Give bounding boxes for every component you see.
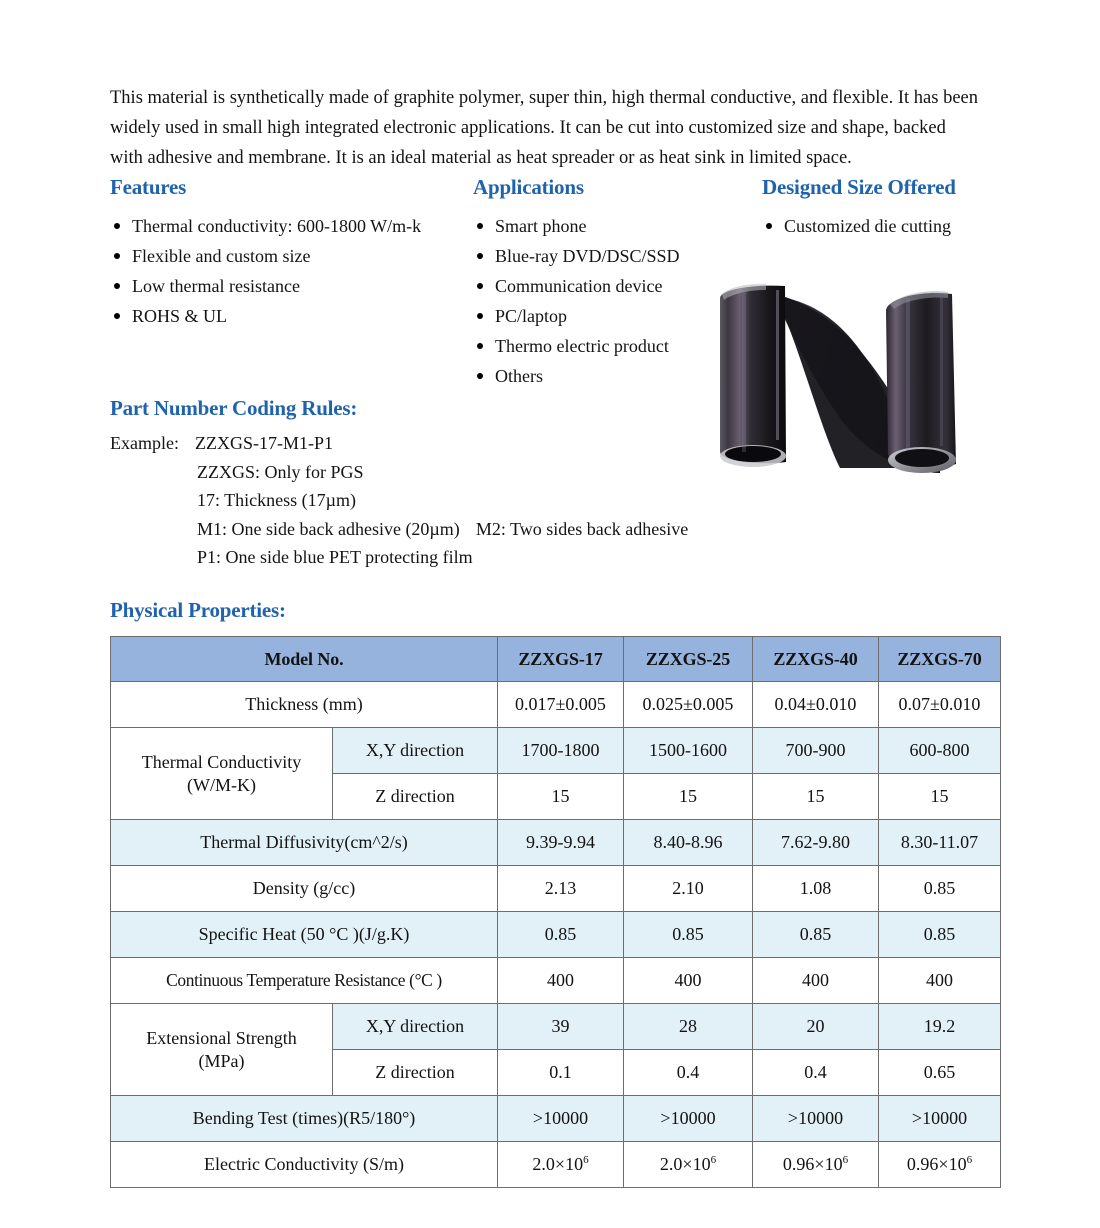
- coding-rules-line-1: [110, 486, 790, 515]
- cell-tc-z-1: 15: [624, 774, 753, 820]
- cell-sh-0: 0.85: [498, 912, 624, 958]
- table-header-model-1: ZZXGS-25: [624, 637, 753, 682]
- coding-rules-line-2-text: P1: One side blue PET protecting film: [197, 547, 473, 567]
- table-header-model-no: Model No.: [111, 637, 498, 682]
- sublabel-thermal-conductivity-z: Z direction: [333, 774, 498, 820]
- cell-ec-2-mantissa: 0.96×10: [782, 1154, 843, 1175]
- sublabel-extensional-strength-xy: X,Y direction: [333, 1004, 498, 1050]
- list-item: [110, 211, 470, 241]
- coding-rules-heading: Part Number Coding Rules:: [110, 396, 358, 420]
- physical-properties-table: [110, 636, 1001, 1188]
- row-label-thermal-conductivity-line2: (W/M-K): [187, 774, 256, 795]
- row-label-electric-conductivity: Electric Conductivity (S/m): [111, 1142, 498, 1188]
- table-row: [111, 1096, 1001, 1142]
- cell-density-0: 2.13: [498, 866, 624, 912]
- row-label-bending-test: Bending Test (times)(R5/180°): [111, 1096, 498, 1142]
- cell-density-3: 0.85: [879, 866, 1001, 912]
- row-label-thickness: Thickness (mm): [111, 682, 498, 728]
- row-label-specific-heat: Specific Heat (50 °C )(J/g.K): [111, 912, 498, 958]
- cell-ec-0: [498, 1142, 624, 1188]
- applications-item-0: Smart phone: [495, 216, 587, 236]
- coding-rules-adhesive-m1: M1: One side back adhesive (20µm): [197, 518, 460, 539]
- coding-rules-adhesive-m2: M2: Two sides back adhesive: [475, 518, 689, 539]
- cell-tc-z-3: 15: [879, 774, 1001, 820]
- bullet-icon: [477, 343, 483, 349]
- table-row: [111, 728, 1001, 774]
- cell-ec-1-exponent: 6: [710, 1154, 717, 1167]
- table-header-model-2: ZZXGS-40: [753, 637, 879, 682]
- sublabel-thermal-conductivity-xy: X,Y direction: [333, 728, 498, 774]
- cell-es-z-3: 0.65: [879, 1050, 1001, 1096]
- bullet-icon: [114, 283, 120, 289]
- cell-tc-xy-2: 700-900: [753, 728, 879, 774]
- bullet-icon: [766, 223, 772, 229]
- features-section: [110, 175, 470, 331]
- coding-rules-adhesive-line: [110, 515, 790, 544]
- cell-tc-xy-3: 600-800: [879, 728, 1001, 774]
- applications-item-5: Others: [495, 366, 543, 386]
- cell-ct-0: 400: [498, 958, 624, 1004]
- designed-size-heading: Designed Size Offered: [762, 175, 956, 199]
- table-row: [111, 958, 1001, 1004]
- table-row: [111, 1142, 1001, 1188]
- cell-ec-3: [879, 1142, 1001, 1188]
- cell-es-xy-2: 20: [753, 1004, 879, 1050]
- cell-td-2: 7.62-9.80: [753, 820, 879, 866]
- features-item-2: Low thermal resistance: [132, 276, 300, 296]
- sublabel-extensional-strength-z: Z direction: [333, 1050, 498, 1096]
- cell-ec-0-exponent: 6: [583, 1154, 589, 1167]
- cell-thickness-3: 0.07±0.010: [879, 682, 1001, 728]
- applications-item-1: Blue-ray DVD/DSC/SSD: [495, 246, 680, 266]
- row-label-extensional-strength-line1: Extensional Strength: [146, 1028, 297, 1048]
- applications-heading: Applications: [473, 175, 584, 199]
- cell-es-xy-0: 39: [498, 1004, 624, 1050]
- cell-sh-3: 0.85: [879, 912, 1001, 958]
- cell-ct-2: 400: [753, 958, 879, 1004]
- list-item: [110, 271, 470, 301]
- applications-item-3: PC/laptop: [495, 306, 568, 326]
- coding-rules-line-2: [110, 543, 790, 572]
- applications-item-4: Thermo electric product: [495, 336, 669, 356]
- designed-size-item-0: Customized die cutting: [784, 216, 951, 236]
- cell-ec-1-mantissa: 2.0×10: [659, 1154, 711, 1175]
- cell-ct-1: 400: [624, 958, 753, 1004]
- table-header-model-0: ZZXGS-17: [498, 637, 624, 682]
- cell-ec-1: [624, 1142, 753, 1188]
- bullet-icon: [477, 313, 483, 319]
- row-label-density: Density (g/cc): [111, 866, 498, 912]
- cell-thickness-0: 0.017±0.005: [498, 682, 624, 728]
- row-label-extensional-strength-line2: (MPa): [198, 1050, 245, 1071]
- coding-rules-example-line: [110, 429, 790, 458]
- table-header-model-3: ZZXGS-70: [879, 637, 1001, 682]
- cell-tc-z-2: 15: [753, 774, 879, 820]
- row-label-thermal-diffusivity: Thermal Diffusivity(cm^2/s): [111, 820, 498, 866]
- list-item: [473, 241, 753, 271]
- right-roll: [886, 291, 956, 473]
- cell-es-xy-1: 28: [624, 1004, 753, 1050]
- cell-tc-xy-1: 1500-1600: [624, 728, 753, 774]
- cell-bt-0: >10000: [498, 1096, 624, 1142]
- cell-td-3: 8.30-11.07: [879, 820, 1001, 866]
- cell-td-1: 8.40-8.96: [624, 820, 753, 866]
- cell-td-0: 9.39-9.94: [498, 820, 624, 866]
- designed-size-list: [762, 211, 1002, 241]
- row-label-thermal-conductivity: [111, 728, 333, 820]
- cell-density-2: 1.08: [753, 866, 879, 912]
- coding-rules-line-0: [110, 458, 790, 487]
- cell-bt-2: >10000: [753, 1096, 879, 1142]
- list-item: [762, 211, 1002, 241]
- table-row: [111, 912, 1001, 958]
- cell-ec-2: [753, 1142, 879, 1188]
- row-label-thermal-conductivity-line1: Thermal Conductivity: [141, 752, 302, 772]
- cell-es-z-1: 0.4: [624, 1050, 753, 1096]
- cell-tc-z-0: 15: [498, 774, 624, 820]
- cell-thickness-2: 0.04±0.010: [753, 682, 879, 728]
- list-item: [473, 211, 753, 241]
- features-item-3: ROHS & UL: [132, 306, 228, 326]
- cell-ec-2-exponent: 6: [842, 1154, 849, 1167]
- coding-rules-section: [110, 396, 790, 572]
- cell-sh-2: 0.85: [753, 912, 879, 958]
- row-label-extensional-strength: [111, 1004, 333, 1096]
- table-row: [111, 866, 1001, 912]
- applications-item-2: Communication device: [495, 276, 663, 296]
- features-list: [110, 211, 470, 331]
- table-row: [111, 1004, 1001, 1050]
- coding-rules-line-1-text: 17: Thickness (17µm): [197, 490, 357, 510]
- cell-ct-3: 400: [879, 958, 1001, 1004]
- bullet-icon: [477, 283, 483, 289]
- cell-ec-3-mantissa: 0.96×10: [906, 1154, 967, 1175]
- bullet-icon: [477, 253, 483, 259]
- cell-sh-1: 0.85: [624, 912, 753, 958]
- cell-density-1: 2.10: [624, 866, 753, 912]
- bullet-icon: [114, 223, 120, 229]
- cell-es-z-0: 0.1: [498, 1050, 624, 1096]
- cell-ec-0-mantissa: 2.0×10: [532, 1154, 584, 1175]
- table-row: [111, 682, 1001, 728]
- bullet-icon: [114, 253, 120, 259]
- features-heading: Features: [110, 175, 187, 199]
- list-item: [110, 241, 470, 271]
- bullet-icon: [477, 223, 483, 229]
- cell-tc-xy-0: 1700-1800: [498, 728, 624, 774]
- physical-properties-heading: Physical Properties:: [110, 598, 286, 622]
- cell-thickness-1: 0.025±0.005: [624, 682, 753, 728]
- cell-bt-3: >10000: [879, 1096, 1001, 1142]
- table-header-row: [111, 637, 1001, 682]
- cell-bt-1: >10000: [624, 1096, 753, 1142]
- cell-es-z-2: 0.4: [753, 1050, 879, 1096]
- features-item-0: Thermal conductivity: 600-1800 W/m-k: [132, 216, 422, 236]
- coding-rules-example-label: Example:: [110, 433, 179, 453]
- coding-rules-line-0-text: ZZXGS: Only for PGS: [197, 461, 364, 482]
- features-item-1: Flexible and custom size: [132, 246, 311, 266]
- table-row: [111, 820, 1001, 866]
- bullet-icon: [477, 373, 483, 379]
- intro-paragraph: This material is synthetically made of graphite polymer, super thin, high thermal conductive, and flexible. It has been widely used in small high integrated electronic applications. It can be cut into customized size and shape, backed with adhesive and membrane. It is an ideal material as heat spreader or as heat sink in limited space.: [110, 87, 978, 168]
- designed-size-section: [762, 175, 1002, 241]
- cell-es-xy-3: 19.2: [879, 1004, 1001, 1050]
- cell-ec-3-exponent: 6: [966, 1154, 973, 1167]
- row-label-continuous-temperature: Continuous Temperature Resistance (°C ): [111, 958, 498, 1004]
- coding-rules-example-value: ZZXGS-17-M1-P1: [194, 433, 333, 453]
- list-item: [110, 301, 470, 331]
- bullet-icon: [114, 313, 120, 319]
